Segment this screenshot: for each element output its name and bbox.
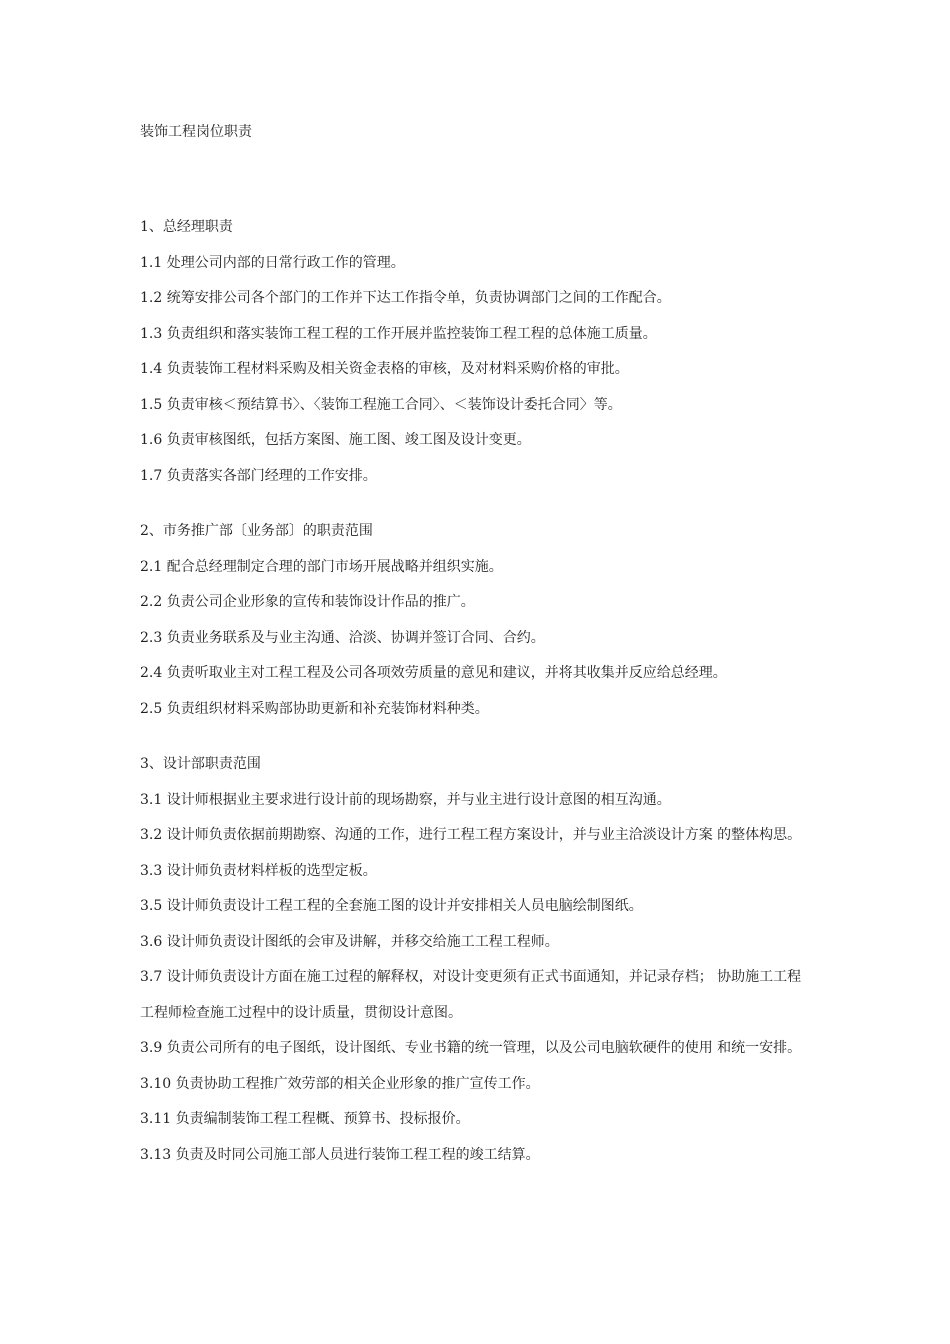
list-item: 3.11 负责编制装饰工程工程概、预算书、投标报价。: [140, 1111, 470, 1127]
list-item: 3.9 负责公司所有的电子图纸，设计图纸、专业书籍的统一管理，以及公司电脑软硬件的使用 和统一安排。: [140, 1040, 802, 1056]
section-general-manager: [140, 210, 815, 494]
list-item: 1.5 负责审核＜预结算书〉、〈装饰工程施工合同〉、＜装饰设计委托合同〉等。: [140, 396, 622, 413]
section-design: [140, 747, 815, 1173]
list-item: 1.4 负责装饰工程材料采购及相关资金表格的审核，及对材料采购价格的审批。: [140, 361, 629, 377]
list-item: 3.6 设计师负责设计图纸的会审及讲解，并移交给施工工程工程师。: [140, 933, 559, 950]
section-heading: 2、市务推广部〔业务部〕的职责范围: [140, 523, 373, 539]
list-item: 2.3 负责业务联系及与业主沟通、洽淡、协调并签订合同、合约。: [140, 629, 545, 646]
list-item: 1.1 处理公司内部的日常行政工作的管理。: [140, 254, 405, 271]
list-item: 2.2 负责公司企业形象的宣传和装饰设计作品的推广。: [140, 594, 475, 610]
list-item: 3.3 设计师负责材料样板的选型定板。: [140, 862, 377, 879]
list-item: 3.10 负责协助工程推广效劳部的相关企业形象的推广宣传工作。: [140, 1075, 540, 1092]
list-item: 3.7 设计师负责设计方面在施工过程的解释权，对设计变更须有正式书面通知，并记录存档； 协助施工工程工程师检查施工过程中的设计质量，贯彻设计意图。: [140, 969, 802, 1021]
list-item: 3.13 负责及时同公司施工部人员进行装饰工程工程的竣工结算。: [140, 1146, 540, 1163]
list-item: 2.4 负责听取业主对工程工程及公司各项效劳质量的意见和建议，并将其收集并反应给总经理。: [140, 665, 727, 681]
document-body: [140, 210, 815, 1193]
list-item: 3.1 设计师根据业主要求进行设计前的现场勘察，并与业主进行设计意图的相互沟通。: [140, 791, 671, 808]
list-item: 1.7 负责落实各部门经理的工作安排。: [140, 467, 377, 484]
list-item: 2.5 负责组织材料采购部协助更新和补充装饰材料种类。: [140, 700, 489, 717]
document-title: 装饰工程岗位职责: [140, 124, 252, 140]
list-item: 3.5 设计师负责设计工程工程的全套施工图的设计并安排相关人员电脑绘制图纸。: [140, 898, 643, 914]
section-heading: 3、设计部职责范围: [140, 756, 261, 772]
list-item: 3.2 设计师负责依据前期勘察、沟通的工作，进行工程工程方案设计，并与业主洽淡设计方案 的整体构思。: [140, 827, 802, 843]
list-item: 1.6 负责审核图纸，包括方案图、施工图、竣工图及设计变更。: [140, 432, 531, 448]
list-item: 1.3 负责组织和落实装饰工程工程的工作开展并监控装饰工程工程的总体施工质量。: [140, 325, 657, 342]
list-item: 2.1 配合总经理制定合理的部门市场开展战略并组织实施。: [140, 558, 503, 575]
section-heading: 1、总经理职责: [140, 219, 233, 235]
list-item: 1.2 统筹安排公司各个部门的工作并下达工作指令单，负责协调部门之间的工作配合。: [140, 290, 671, 306]
section-marketing: [140, 514, 815, 727]
